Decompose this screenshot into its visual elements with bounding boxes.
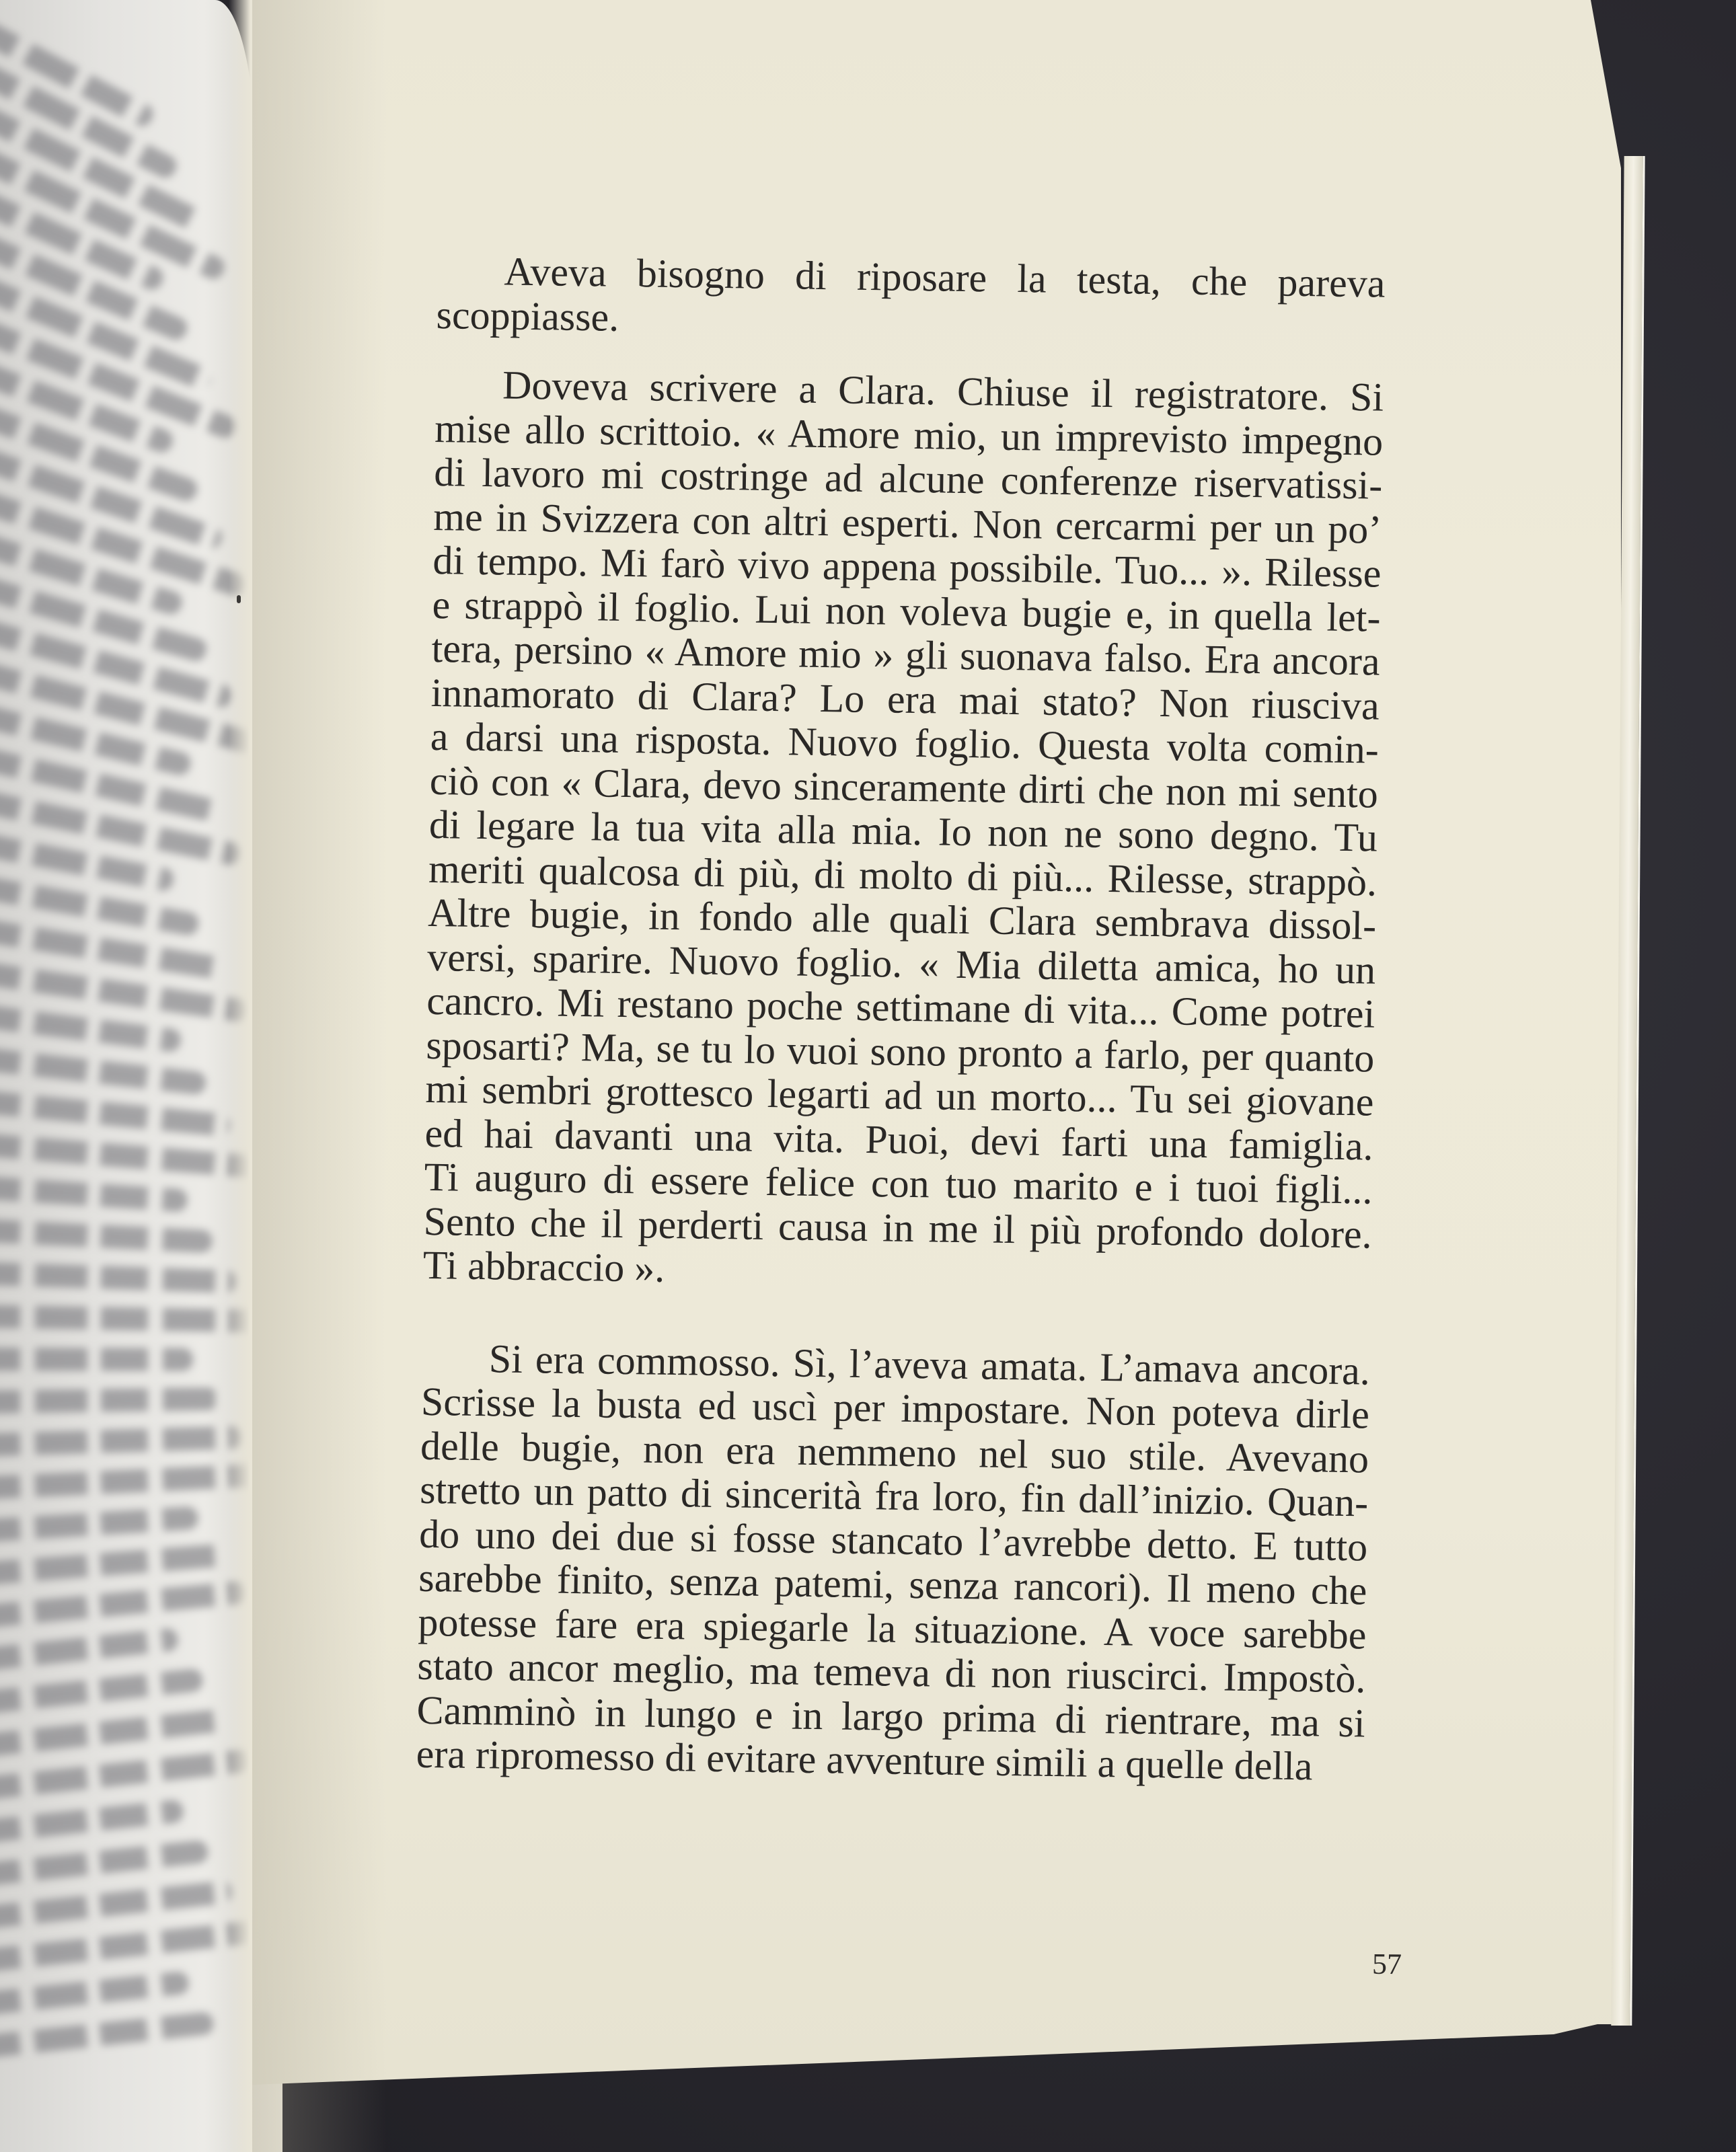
text-line: potesse fare era spiegarle la situazione. A voce sarebbe [418, 1599, 1367, 1657]
facing-page-line [0, 1544, 223, 1586]
text-line: Si era commosso. Sì, l’aveva amata. L’amava ancora. [488, 1336, 1371, 1393]
text-line: Doveva scrivere a Clara. Chiuse il registratore. Si [502, 362, 1384, 420]
facing-page-line [0, 1003, 182, 1052]
text-line: tera, persino « Amore mio » gli suonava falso. Era ancora [431, 625, 1381, 684]
facing-page-line [0, 1046, 207, 1096]
text-line: di lavoro mi costringe ad alcune conferenze riservatissi- [433, 449, 1383, 508]
text-line: ed hai davanti una vita. Puoi, devi farti una famiglia. [424, 1110, 1373, 1169]
text-line: innamorato di Clara? Lo era mai stato? Non riusciva [430, 670, 1380, 728]
text-line: e strappò il foglio. Lui non voleva bugie e, in quella let- [432, 582, 1381, 640]
facing-page-line [0, 1262, 237, 1293]
text-line: di legare la tua vita alla mia. Io non ne sono degno. Tu [428, 802, 1378, 860]
facing-page-line [0, 1839, 209, 1887]
facing-page-line [0, 2011, 215, 2059]
facing-page-line [0, 1668, 204, 1715]
paragraph-1 [436, 249, 1386, 350]
facing-page-line [0, 1387, 218, 1414]
text-line: stato ancor meglio, ma temeva di non riuscirci. Impostò. [417, 1643, 1366, 1701]
page-number: 57 [1371, 1947, 1402, 1981]
text-line: versi, sparire. Nuovo foglio. « Mia diletta amica, ho un [426, 934, 1376, 993]
text-line: Ti auguro di essere felice con tuo marito e i tuoi figli... [424, 1154, 1373, 1213]
facing-page-line [0, 1463, 256, 1500]
text-line: cancro. Mi restano poche settimane di vita... Come potrei [426, 978, 1375, 1036]
facing-page-line [0, 1749, 253, 1801]
text-line: era ripromesso di evitare avventure simili a quelle della [416, 1731, 1313, 1789]
text-line: sarebbe finito, senza patemi, senza rancori). Il meno che [418, 1555, 1367, 1613]
text-line: delle bugie, non era nemmeno nel suo stile. Avevano [420, 1423, 1369, 1482]
text-line: stretto un patto di sincerità fra loro, fin dall’inizio. Quan- [419, 1467, 1369, 1525]
facing-page-line [0, 1176, 188, 1213]
facing-page-line [0, 1799, 184, 1844]
facing-page-line [0, 1708, 229, 1758]
facing-page-line [0, 1970, 190, 2015]
facing-page-left [0, 0, 256, 2152]
text-line: sposarti? Ma, se tu lo vuoi sono pronto a farlo, per quanto [426, 1022, 1375, 1081]
text-line: meriti qualcosa di più, di molto di più... Rilesse, strappò. [428, 846, 1378, 905]
text-line: a darsi una risposta. Nuovo foglio. Questa volta comin- [430, 714, 1380, 772]
facing-page-line [0, 1506, 198, 1543]
text-line: scoppiasse. [436, 292, 619, 340]
text-line: Ti abbraccio ». [422, 1242, 665, 1291]
text-line: mise allo scrittoio. « Amore mio, un imprevisto impegno [434, 406, 1384, 464]
paragraph-2 [422, 362, 1384, 1301]
text-line: Sento che il perderti causa in me il più profondo dolore. [423, 1198, 1373, 1257]
text-line: me in Svizzera con altri esperti. Non cercarmi per un po’ [432, 494, 1382, 552]
text-line: Altre bugie, in fondo alle quali Clara sembrava dissol- [427, 890, 1377, 948]
facing-page-line [0, 1219, 213, 1253]
text-line: ciò con « Clara, devo sinceramente dirti che non mi sento [429, 758, 1379, 816]
facing-page-line [0, 1880, 234, 1930]
facing-page-line [0, 1089, 232, 1137]
text-line: mi sembri grottesco legarti ad un morto... Tu sei giovane [425, 1066, 1374, 1124]
text-line: do uno dei due si fosse stancato l’avrebbe detto. E tutto [418, 1511, 1368, 1569]
facing-page-line [0, 1580, 248, 1629]
facing-page-line [0, 1132, 256, 1178]
facing-page-line [0, 1921, 256, 1973]
facing-page-line [0, 1305, 256, 1332]
text-line: di tempo. Mi farò vivo appena possibile. Tuo... ». Rilesse [432, 537, 1382, 596]
paragraph-3 [416, 1336, 1370, 1790]
binding-mark [237, 595, 241, 603]
facing-page-line [0, 1348, 193, 1371]
text-line: Scrisse la busta ed uscì per impostare. Non poteva dirle [420, 1379, 1370, 1437]
facing-page-line [0, 1627, 179, 1672]
facing-page-blurred-text [0, 0, 256, 2152]
facing-page-line [0, 1426, 243, 1457]
page-body-text [416, 249, 1386, 1790]
text-line: Aveva bisogno di riposare la testa, che pareva [504, 249, 1386, 306]
text-line: Camminò in lungo e in largo prima di rientrare, ma si [416, 1687, 1365, 1745]
